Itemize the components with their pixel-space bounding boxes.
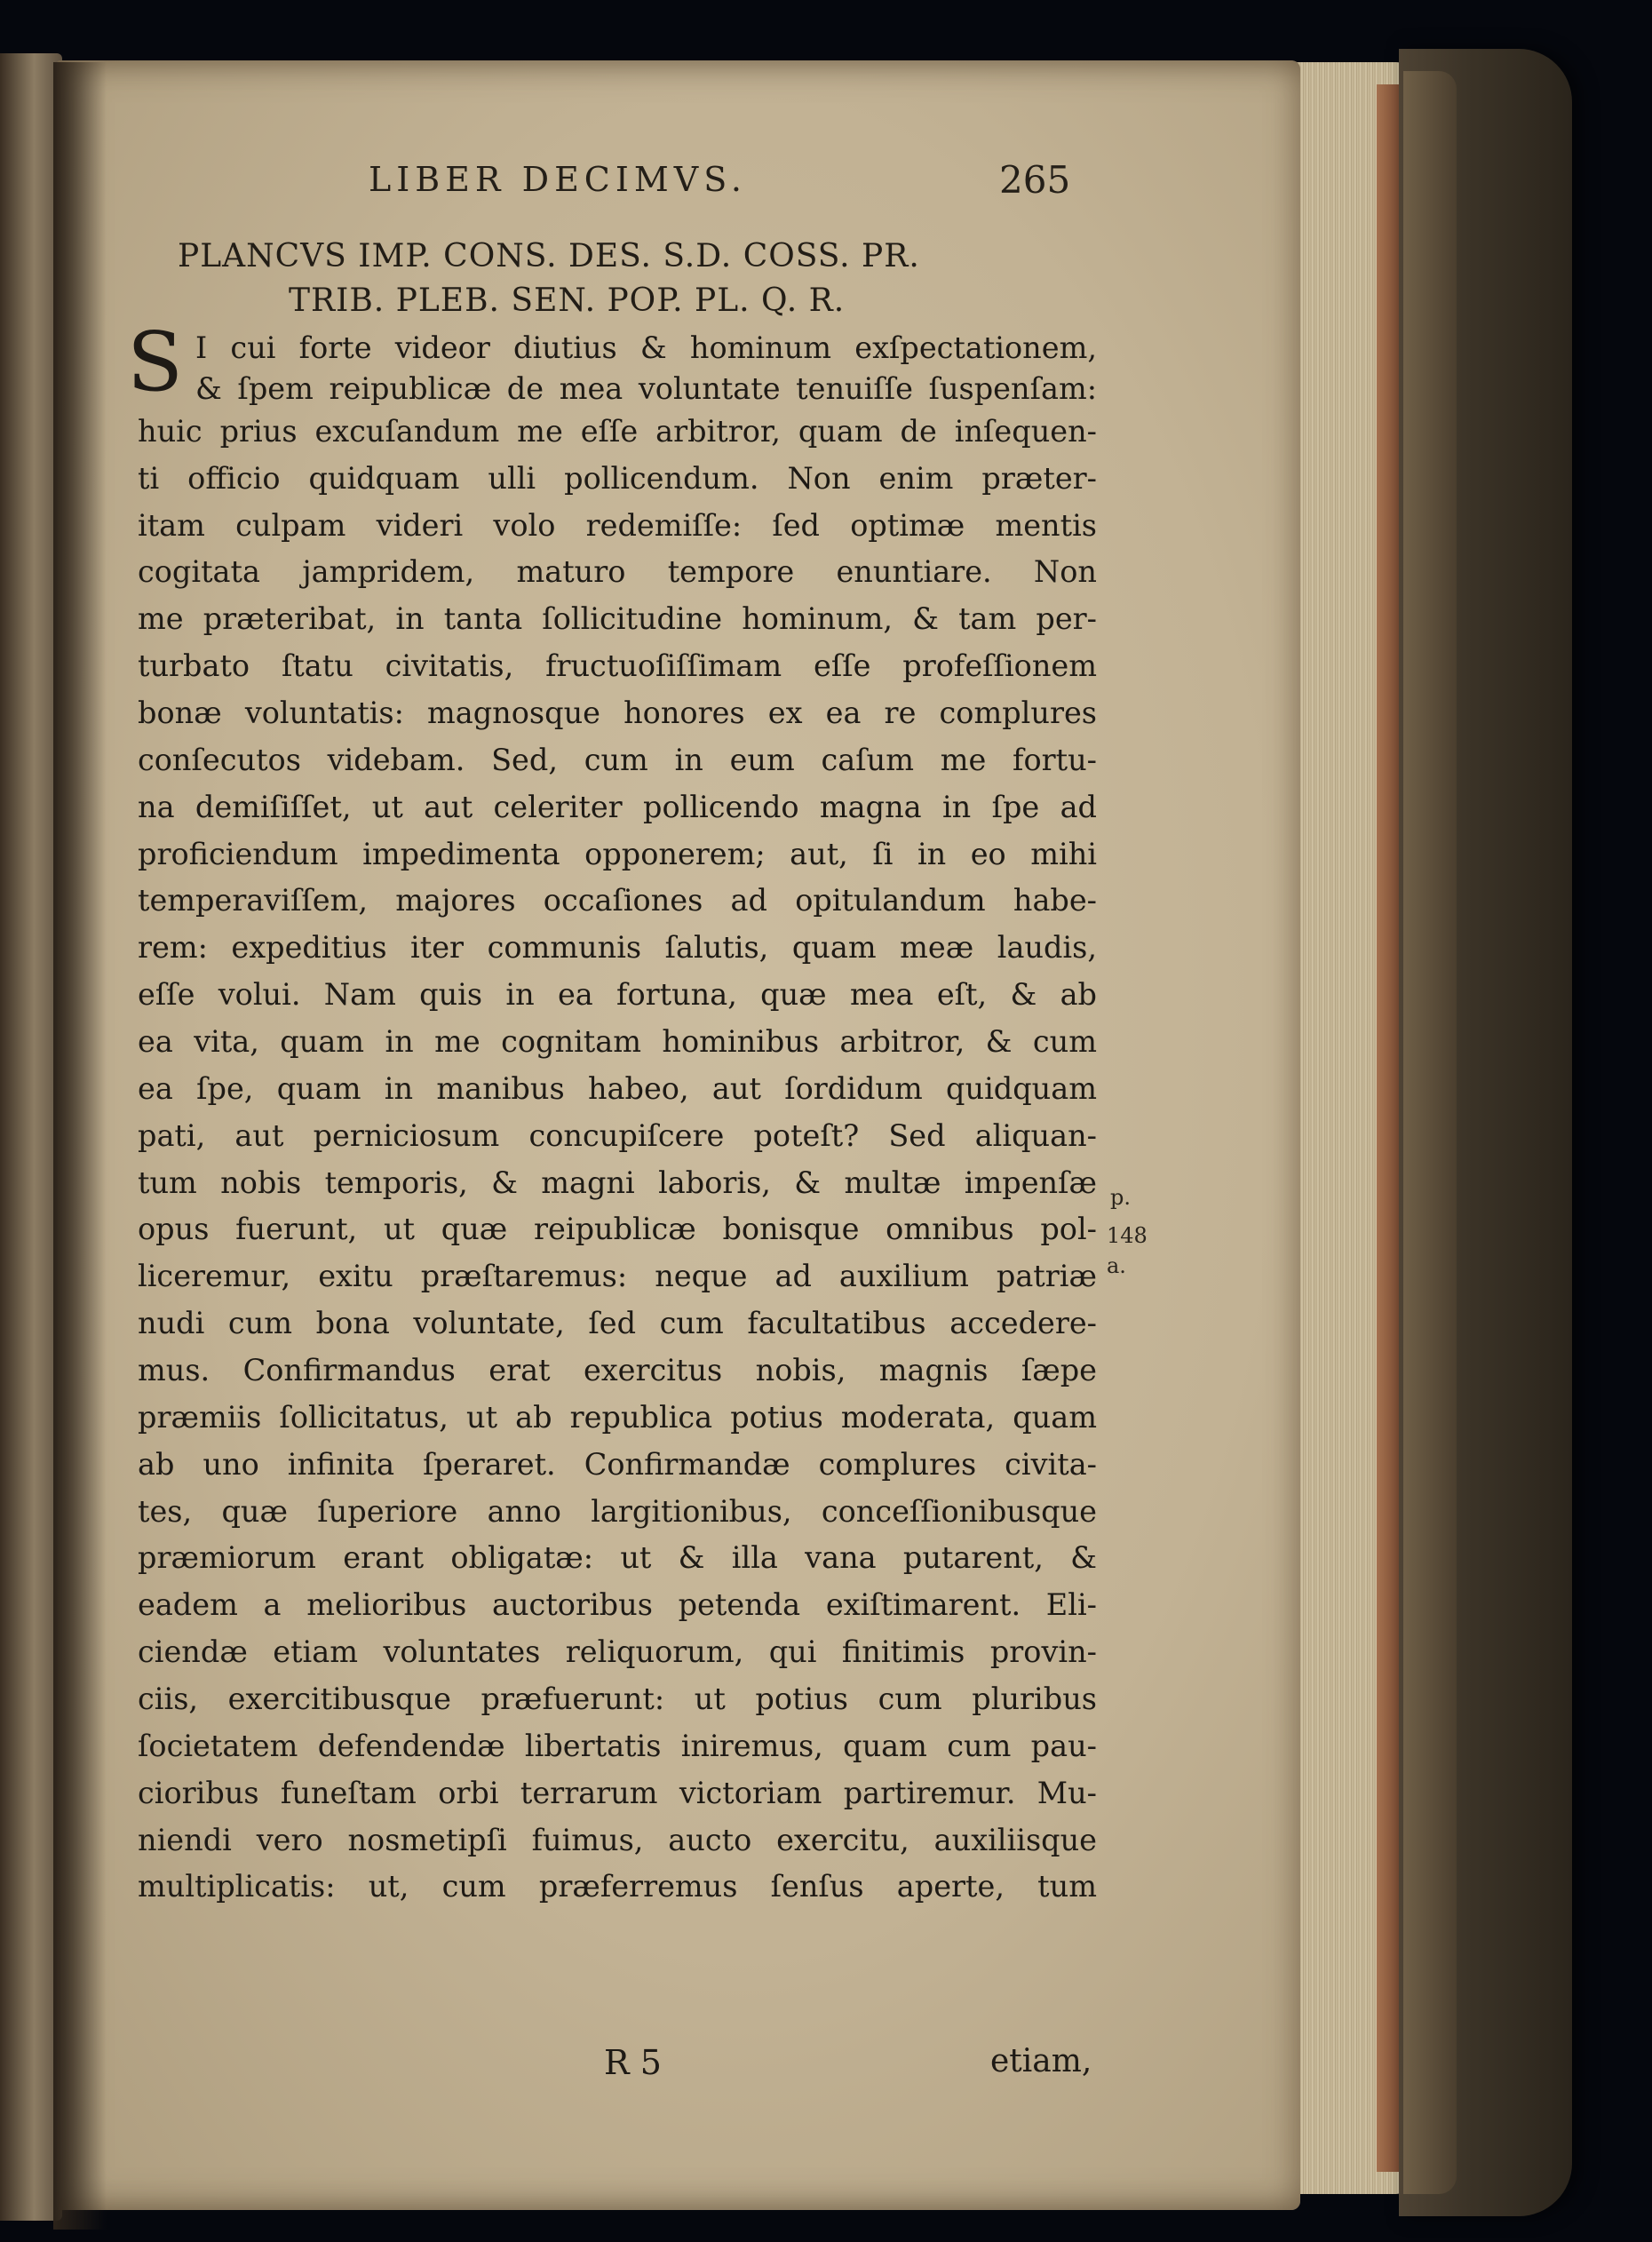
text-line: eadem a melioribus auctoribus petenda exiſtimarent. Eli- [138,1587,1097,1622]
text-line: rem: expeditius iter communis ſalutis, quam meæ laudis, [138,930,1097,965]
text-line: & ſpem reipublicæ de mea voluntate tenuiſſe ſuspenſam: [195,371,1097,406]
text-line: ſocietatem defendendæ libertatis iniremus, quam cum pau- [138,1729,1097,1763]
text-line: nudi cum bona voluntate, ſed cum facultatibus accedere- [138,1306,1097,1340]
text-line: liceremur, exitu præſtaremus: neque ad auxilium patriæ [138,1259,1097,1293]
text-line: tum nobis temporis, & magni laboris, & multæ impenſæ [138,1165,1097,1200]
page-number: 265 [999,158,1071,202]
text-line: I cui forte videor diutius & hominum exſpectationem, [195,330,1097,365]
text-line: huic prius excuſandum me eſſe arbitror, quam de inſequen- [138,414,1097,449]
text-line: temperaviſſem, majores occaſiones ad opitulandum habe- [138,883,1097,918]
text-line: niendi vero nosmetipſi fuimus, aucto exercitu, auxiliisque [138,1823,1097,1857]
catchword: etiam, [990,2043,1092,2079]
text-line: mus. Confirmandus erat exercitus nobis, magnis ſæpe [138,1353,1097,1387]
gutter-shadow [53,62,107,2230]
text-line: ciis, exercitibusque præfuerunt: ut potius cum pluribus [138,1682,1097,1716]
text-line: opus fuerunt, ut quæ reipublicæ bonisque omnibus pol- [138,1212,1097,1246]
text-line: multiplicatis: ut, cum præferremus ſenſus aperte, tum [138,1869,1097,1904]
text-line: tes, quæ ſuperiore anno largitionibus, conceſſionibusque [138,1494,1097,1529]
text-line: na demiſiſſet, ut aut celeriter pollicendo magna in ſpe ad [138,790,1097,824]
text-line: turbato ſtatu civitatis, fructuoſiſſimam eſſe profeſſionem [138,648,1097,683]
margin-note-line-3: a. [1107,1253,1126,1278]
text-line: eſſe volui. Nam quis in ea fortuna, quæ mea eſt, & ab [138,977,1097,1012]
running-head: LIBER DECIMVS. [369,160,747,199]
margin-note-line-2: 148 [1107,1223,1148,1248]
margin-note-line-1: p. [1110,1185,1131,1210]
text-line: præmiorum erant obligatæ: ut & illa vana putarent, & [138,1540,1097,1575]
text-line: ea vita, quam in me cognitam hominibus arbitror, & cum [138,1024,1097,1059]
text-line: pati, aut perniciosum concupiſcere poteſt? Sed aliquan- [138,1118,1097,1153]
text-line: ciendæ etiam voluntates reliquorum, qui finitimis provin- [138,1634,1097,1669]
text-line: itam culpam videri volo redemiſſe: ſed optimæ mentis [138,508,1097,543]
cover-inner-edge [1403,71,1457,2194]
text-line: me præteribat, in tanta ſollicitudine hominum, & tam per- [138,601,1097,636]
text-line: ti officio quidquam ulli pollicendum. Non enim præter- [138,461,1097,496]
drop-cap: S [127,314,184,409]
text-line: cioribus funeſtam orbi terrarum victoriam partiremur. Mu- [138,1776,1097,1810]
text-line: ea ſpe, quam in manibus habeo, aut ſordidum quidquam [138,1071,1097,1106]
text-line: conſecutos videbam. Sed, cum in eum caſum me fortu- [138,743,1097,777]
letter-heading-line-1: PLANCVS IMP. CONS. DES. S.D. COSS. PR. [178,238,920,274]
signature-mark: R 5 [604,2043,662,2082]
text-line: ab uno infinita ſperaret. Confirmandæ complures civita- [138,1447,1097,1482]
text-line: proficiendum impedimenta opponerem; aut, ſi in eo mihi [138,837,1097,871]
text-line: bonæ voluntatis: magnosque honores ex ea re complures [138,696,1097,730]
text-line: cogitata jampridem, maturo tempore enuntiare. Non [138,554,1097,589]
text-line: præmiis ſollicitatus, ut ab republica potius moderata, quam [138,1400,1097,1435]
letter-heading-line-2: TRIB. PLEB. SEN. POP. PL. Q. R. [289,282,846,319]
